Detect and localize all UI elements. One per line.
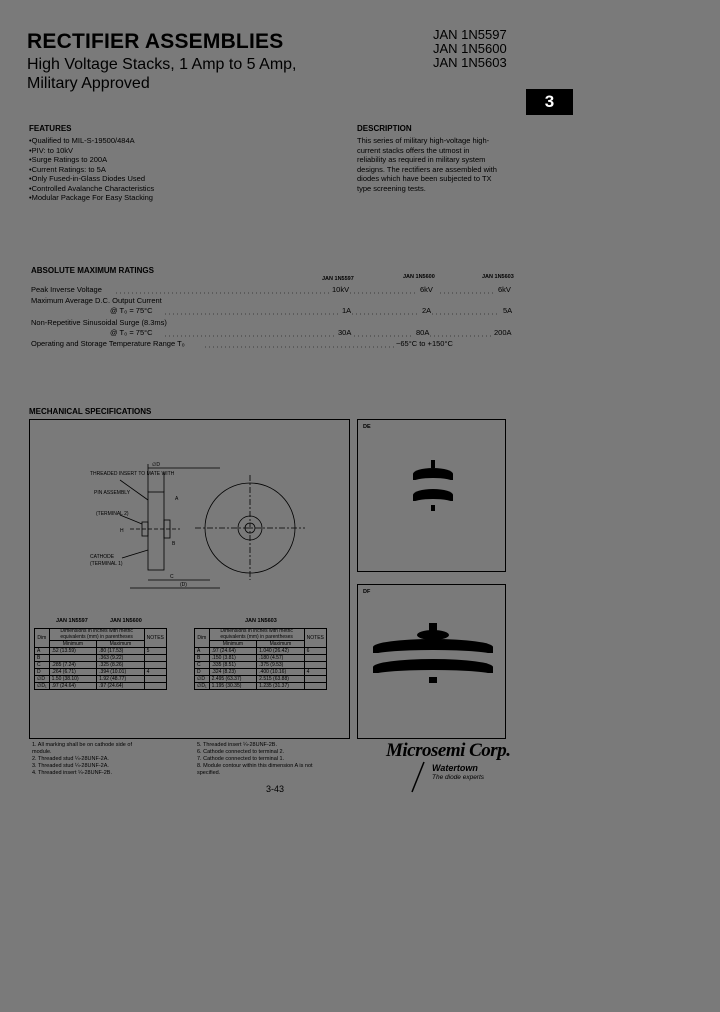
table-col-header — [209, 629, 304, 641]
subtitle-line: Military Approved — [27, 75, 150, 92]
table-sub-header: Maximum — [257, 641, 305, 648]
table-row: ∅D₁ .97 (24.64) .97 (24.64) — [35, 683, 167, 690]
company-tagline: The diode experts — [432, 774, 485, 781]
ratings-heading: ABSOLUTE MAXIMUM RATINGS — [31, 266, 154, 275]
table-col-header — [49, 629, 144, 641]
note-line: 2. Threaded stud ¼-28UNF-2A. — [32, 756, 109, 762]
drawing-ref: ∅D — [152, 462, 160, 468]
note-line: 7. Cathode connected to terminal 1. — [197, 756, 285, 762]
ratings-value: 2A — [422, 306, 432, 315]
table-heading: JAN 1N5603 — [245, 618, 277, 624]
description-line: This series of military high-voltage high- — [357, 136, 490, 145]
page-title: RECTIFIER ASSEMBLIES — [27, 30, 284, 53]
note-line: 8. Module contour within this dimension A is not — [197, 763, 313, 769]
table-heading: JAN 1N5597 — [56, 618, 88, 624]
notes-left — [32, 742, 192, 777]
description-line: type screening tests. — [357, 183, 426, 193]
table-row: D .324 (8.23) .400 (10.16) 4 — [195, 669, 327, 676]
drawing-ref: H — [120, 528, 124, 534]
ratings-column-header: JAN 1N5603 — [482, 274, 514, 280]
box-label: DE — [363, 424, 371, 430]
table-row: C .285 (7.24) .325 (8.26) — [35, 662, 167, 669]
table-col-header: Dim — [35, 629, 50, 648]
de-package-box — [357, 419, 506, 572]
note-line: 3. Threaded stud ¼-28UNF-2A. — [32, 763, 109, 769]
drawing-ref: (D) — [180, 582, 187, 588]
table-row: B .363 (9.22) — [35, 655, 167, 662]
dimensions-table-right — [194, 628, 327, 690]
ratings-value: 6kV — [498, 285, 511, 294]
ratings-column-header: JAN 1N5600 — [403, 274, 435, 280]
table-row: ∅D 2.495 (63.37) 2.515 (63.88) — [195, 676, 327, 683]
notes-right — [197, 742, 357, 777]
df-package-icon — [363, 615, 503, 705]
mechanical-heading: MECHANICAL SPECIFICATIONS — [29, 407, 152, 416]
table-row: ∅D 1.50 (38.10) 1.92 (48.77) — [35, 676, 167, 683]
ratings-leaders — [0, 0, 720, 400]
ratings-value: 5A — [503, 306, 513, 315]
subtitle-line: High Voltage Stacks, 1 Amp to 5 Amp, — [27, 56, 297, 73]
note-line: 1. All marking shall be on cathode side of — [32, 742, 132, 748]
table-row: ∅D₁ 1.195 (30.35) 1.235 (31.37) — [195, 683, 327, 690]
drawing-label: PIN ASSEMBLY — [94, 490, 131, 496]
note-line: 5. Threaded insert ¼-28UNF-2B. — [197, 742, 277, 748]
box-label: DF — [363, 589, 371, 595]
ratings-value: 30A — [338, 328, 352, 337]
note-line: 6. Cathode connected to terminal 2. — [197, 749, 285, 755]
page-number: 3-43 — [266, 784, 285, 794]
description-line: diodes which have been subjected to TX — [357, 174, 492, 183]
table-row: A .52 (13.59) .80 (17.53) 5 — [35, 648, 167, 655]
table-col-header: Dim — [195, 629, 210, 648]
table-sub-header: Minimum — [209, 641, 257, 648]
dimensions-table-left — [34, 628, 167, 690]
part-number: JAN 1N5603 — [433, 55, 507, 70]
ratings-row-label: @ T₀ = 75°C — [110, 306, 153, 315]
company-location: Watertown — [432, 763, 478, 773]
description-heading: DESCRIPTION — [357, 124, 412, 133]
table-row: D .264 (6.71) .394 (10.01) 4 — [35, 669, 167, 676]
ratings-value: 80A — [416, 328, 430, 337]
feature-item: • Qualified to MIL-S-19500/484A — [29, 136, 154, 146]
note-line: module. — [32, 749, 52, 755]
table-col-header: NOTES — [144, 629, 166, 648]
ratings-column-header: JAN 1N5597 — [322, 276, 354, 282]
table-col-header-text: Dimensions in inches with metric equivalents (mm) in parentheses — [60, 628, 133, 640]
ratings-row-label: Non-Repetitive Sinusoidal Surge (8.3ms) — [31, 318, 167, 327]
ratings-value: −65°C to +150°C — [396, 339, 453, 348]
drawing-ref: B — [172, 541, 176, 547]
section-tab: 3 — [526, 89, 573, 115]
table-sub-header: Minimum — [49, 641, 97, 648]
ratings-row-label: Maximum Average D.C. Output Current — [31, 296, 162, 305]
feature-item: • Only Fused-in-Glass Diodes Used — [29, 174, 154, 184]
ratings-row-label: @ T₀ = 75°C — [110, 328, 153, 337]
drawing-label: (TERMINAL 1) — [90, 561, 123, 567]
ratings-value: 10kV — [332, 285, 350, 294]
table-sub-header: Maximum — [97, 641, 145, 648]
table-heading: JAN 1N5600 — [110, 618, 142, 624]
description-line: current stacks offers the utmost in — [357, 145, 470, 155]
note-line: specified. — [197, 770, 221, 776]
ratings-row-label: Operating and Storage Temperature Range T₀ — [31, 339, 185, 348]
table-col-header-text: Dimensions in inches with metric equivalents (mm) in parentheses — [220, 628, 293, 640]
part-number: JAN 1N5600 — [433, 41, 507, 56]
feature-item: • Controlled Avalanche Characteristics — [29, 184, 154, 194]
ratings-row-label: Peak Inverse Voltage — [31, 285, 102, 294]
description-line: designs. The rectifiers are assembled with — [357, 164, 497, 174]
table-row: B .150 (3.81) .180 (4.57) — [195, 655, 327, 662]
feature-item: • Modular Package For Easy Stacking — [29, 193, 154, 203]
table-col-header: NOTES — [304, 629, 326, 648]
drawing-label: THREADED INSERT TO MATE WITH — [90, 471, 175, 477]
description-line: reliability as required in military system — [357, 155, 486, 164]
df-package-box — [357, 584, 506, 739]
ratings-value: 1A — [342, 306, 352, 315]
logo-slash-icon — [408, 760, 428, 794]
ratings-value: 6kV — [420, 285, 433, 294]
drawing-ref: A — [175, 496, 179, 502]
module-drawing — [30, 420, 349, 610]
mechanical-drawing-box — [29, 419, 350, 739]
features-heading: FEATURES — [29, 124, 72, 133]
ratings-value: 200A — [494, 328, 512, 337]
feature-item: • Current Ratings: to 5A — [29, 165, 154, 175]
feature-item: • Surge Ratings to 200A — [29, 155, 154, 165]
drawing-ref: C — [170, 574, 174, 580]
company-logo: Microsemi Corp. — [386, 740, 511, 761]
table-row: A .97 (24.64) 1.040 (26.42) 6 — [195, 648, 327, 655]
table-row: C .335 (8.51) .375 (9.53) — [195, 662, 327, 669]
drawing-label: (TERMINAL 2) — [96, 511, 129, 517]
drawing-label: CATHODE — [90, 554, 115, 560]
note-line: 4. Threaded insert ¼-28UNF-2B. — [32, 770, 112, 776]
feature-item: • PIV: to 10kV — [29, 146, 154, 156]
de-package-icon — [398, 460, 468, 535]
part-number: JAN 1N5597 — [433, 27, 507, 42]
